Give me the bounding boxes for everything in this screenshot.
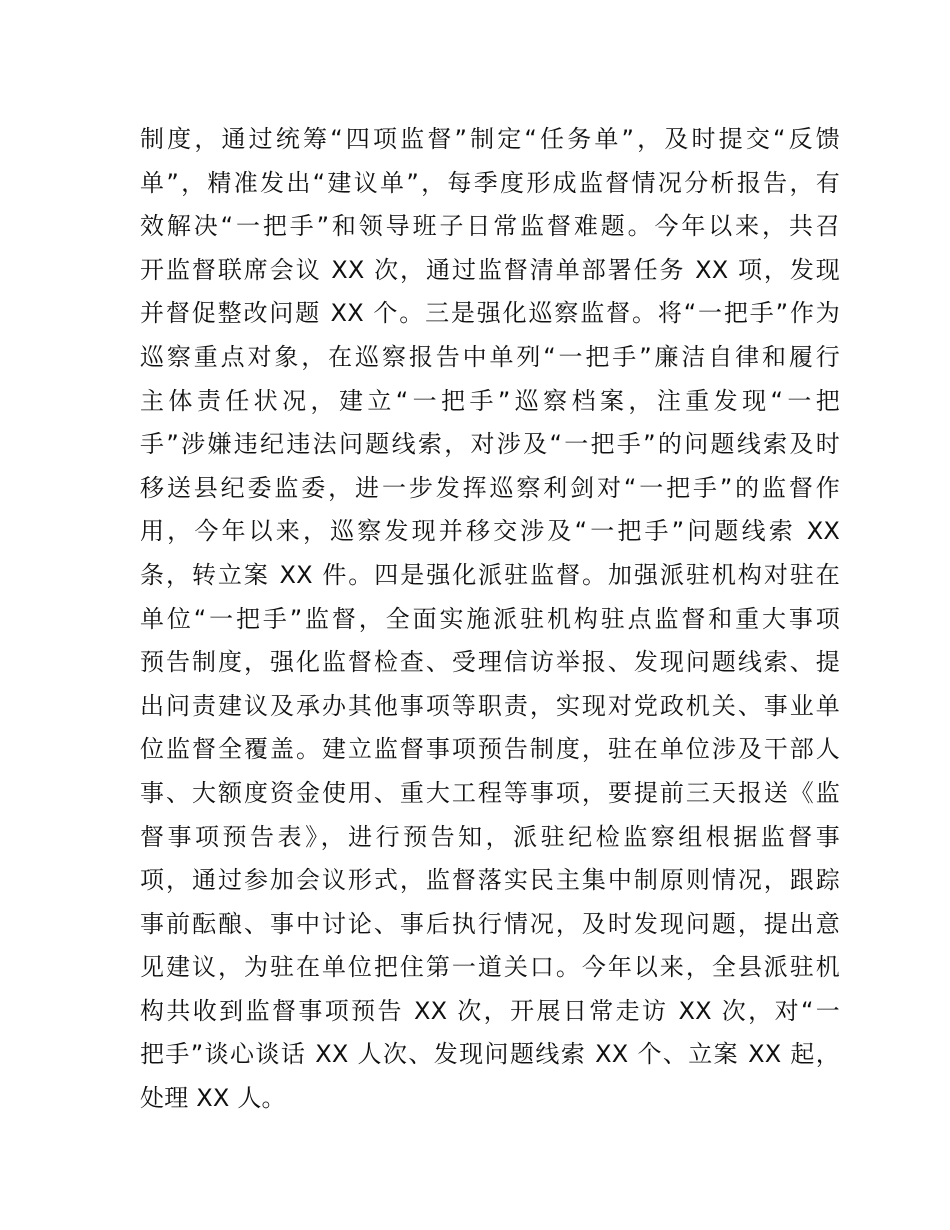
text-line: 位监督全覆盖。建立监督事项预告制度，驻在单位涉及干部人	[140, 735, 840, 764]
text-line: 单”，精准发出“建议单”，每季度形成监督情况分析报告，有	[140, 168, 840, 197]
text-line: 并督促整改问题 XX 个。三是强化巡察监督。将“一把手”作为	[140, 299, 840, 328]
text-line: 事前酝酿、事中讨论、事后执行情况，及时发现问题，提出意	[140, 909, 840, 938]
text-line: 手”涉嫌违纪违法问题线索，对涉及“一把手”的问题线索及时	[140, 430, 840, 459]
text-line: 开监督联席会议 XX 次，通过监督清单部署任务 XX 项，发现	[140, 255, 840, 284]
text-line: 见建议，为驻在单位把住第一道关口。今年以来，全县派驻机	[140, 953, 840, 982]
text-line: 制度，通过统筹“四项监督”制定“任务单”，及时提交“反馈	[140, 125, 840, 153]
text-line: 用，今年以来，巡察发现并移交涉及“一把手”问题线索 XX	[140, 517, 840, 546]
text-line: 单位“一把手”监督，全面实施派驻机构驻点监督和重大事项	[140, 604, 840, 633]
text-line: 项，通过参加会议形式，监督落实民主集中制原则情况，跟踪	[140, 866, 840, 895]
body-paragraph	[140, 118, 840, 1121]
text-line: 主体责任状况，建立“一把手”巡察档案，注重发现“一把	[140, 386, 840, 415]
text-line: 构共收到监督事项预告 XX 次，开展日常走访 XX 次，对“一	[140, 996, 840, 1025]
text-line: 预告制度，强化监督检查、受理信访举报、发现问题线索、提	[140, 648, 840, 677]
text-line: 效解决“一把手”和领导班子日常监督难题。今年以来，共召	[140, 212, 840, 241]
text-line: 事、大额度资金使用、重大工程等事项，要提前三天报送《监	[140, 778, 840, 807]
text-line: 督事项预告表》，进行预告知，派驻纪检监察组根据监督事	[140, 822, 840, 851]
text-line: 条，转立案 XX 件。四是强化派驻监督。加强派驻机构对驻在	[140, 560, 840, 589]
text-line: 出问责建议及承办其他事项等职责，实现对党政机关、事业单	[140, 691, 840, 720]
text-line: 处理 XX 人。	[140, 1084, 286, 1113]
text-line: 巡察重点对象，在巡察报告中单列“一把手”廉洁自律和履行	[140, 342, 840, 371]
text-line: 把手”谈心谈话 XX 人次、发现问题线索 XX 个、立案 XX 起，	[140, 1040, 840, 1069]
text-line: 移送县纪委监委，进一步发挥巡察利剑对“一把手”的监督作	[140, 473, 840, 502]
